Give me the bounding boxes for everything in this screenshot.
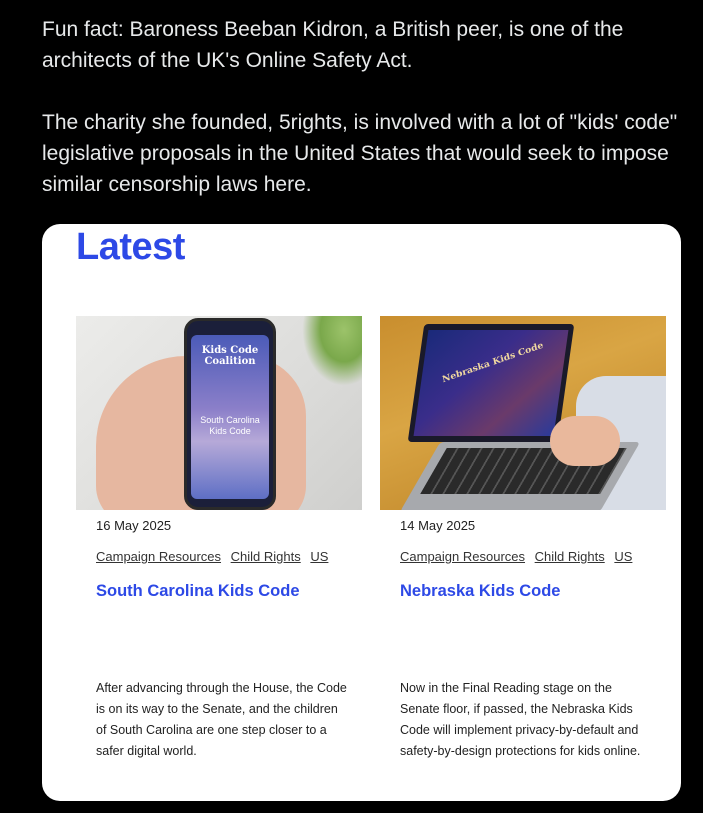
tag-link[interactable]: US: [614, 549, 633, 564]
article-date: 16 May 2025: [96, 518, 172, 533]
tag-link[interactable]: Campaign Resources: [96, 549, 222, 564]
tag-link[interactable]: Campaign Resources: [400, 549, 526, 564]
article-tags: [96, 549, 334, 564]
article-card[interactable]: [380, 316, 666, 758]
plant-leaf: [302, 316, 362, 386]
phone-image: [184, 318, 276, 510]
article-tags: [400, 549, 638, 564]
article-card[interactable]: [76, 316, 362, 758]
tweet-text: [42, 14, 692, 200]
laptop-screen: [408, 324, 575, 442]
tag-link[interactable]: Child Rights: [230, 549, 301, 564]
tweet-paragraph-2: The charity she founded, 5rights, is involved with a lot of "kids' code" legislative proposals in the United States that would seek to impose similar censorship laws here.: [42, 111, 678, 196]
phone-screen-subtitle: South Carolina Kids Code: [200, 415, 260, 436]
article-title-link[interactable]: Nebraska Kids Code: [400, 582, 561, 600]
phone-screen-title: Kids Code Coalition: [201, 345, 259, 367]
article-excerpt: Now in the Final Reading stage on the Senate floor, if passed, the Nebraska Kids Code will implement privacy-by-default and safety-by-design protections for kids online.: [400, 681, 641, 758]
tag-link[interactable]: US: [310, 549, 329, 564]
link-preview-card[interactable]: [42, 224, 681, 801]
laptop-screen-content: [414, 330, 569, 436]
article-date: 14 May 2025: [400, 518, 476, 533]
tweet-paragraph-1: Fun fact: Baroness Beeban Kidron, a British peer, is one of the architects of the UK's Online Safety Act.: [42, 18, 624, 72]
phone-screen: [191, 335, 269, 499]
laptop-screen-text: Nebraska Kids Code: [441, 340, 545, 386]
hand: [550, 416, 620, 466]
latest-heading: Latest: [76, 226, 185, 268]
tag-link[interactable]: Child Rights: [534, 549, 605, 564]
article-title-link[interactable]: South Carolina Kids Code: [96, 582, 300, 600]
article-thumbnail-laptop[interactable]: [380, 316, 666, 510]
article-excerpt: After advancing through the House, the Code is on its way to the Senate, and the children of South Carolina are one step closer to a safer digital world.: [96, 681, 347, 758]
article-thumbnail-phone[interactable]: [76, 316, 362, 510]
